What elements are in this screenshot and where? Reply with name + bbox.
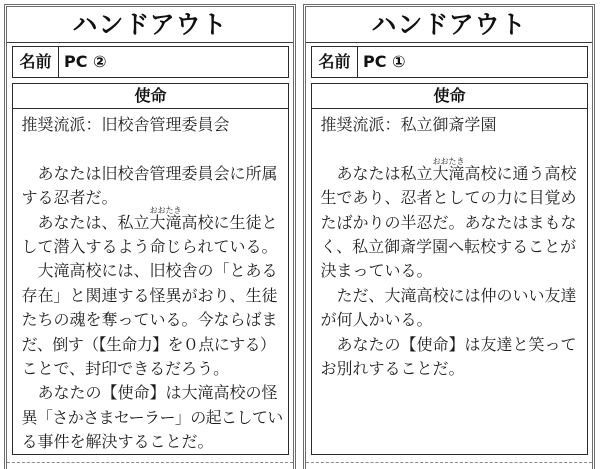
text-segment: 高校に生徒と xyxy=(181,212,278,232)
mission-line: く、私立御斎学園へ転校することが xyxy=(320,236,577,256)
mission-line: だ、倒す（【生命力】を０点にする） xyxy=(21,334,276,354)
mission-line: たばかりの半忍だ。あなたはまもな xyxy=(320,212,577,232)
mission-section xyxy=(311,83,588,455)
mission-header: 使命 xyxy=(13,84,288,109)
mission-section xyxy=(12,83,289,455)
mission-line: たちの魂を奪っている。今ならばま xyxy=(21,310,278,330)
mission-line: 決まっている。 xyxy=(320,261,433,281)
mission-body xyxy=(312,109,587,381)
ruby-reading: おおたき xyxy=(149,205,182,215)
ruby-word xyxy=(149,205,182,235)
cut-line xyxy=(7,462,293,463)
mission-body xyxy=(13,109,288,454)
handout-title: ハンドアウト xyxy=(306,7,592,43)
mission-line-with-ruby xyxy=(321,156,588,186)
mission-line: る事件を解決することだ。 xyxy=(21,432,214,452)
ruby-base: 大滝 xyxy=(149,212,182,232)
mission-line: 異「さかさまセーラー」の起こしてい xyxy=(21,407,283,427)
ruby-reading: おおたき xyxy=(432,156,465,166)
handout-card-pc2 xyxy=(4,4,296,469)
mission-line: 大滝高校には、旧校舎の「とある xyxy=(37,261,278,281)
name-row xyxy=(311,46,588,78)
handout-title: ハンドアウト xyxy=(7,7,293,43)
mission-line: 生であり、忍者としての力に目覚め xyxy=(320,188,577,208)
mission-line: お別れすることだ。 xyxy=(320,358,465,378)
mission-line-with-ruby xyxy=(22,205,289,235)
mission-line: ただ、大滝高校には仲のいい友達 xyxy=(336,285,577,305)
name-label: 名前 xyxy=(13,47,59,77)
text-segment: 高校に通う高校 xyxy=(464,163,577,183)
mission-line: する忍者だ。 xyxy=(21,188,118,208)
recommended-school: 推奨流派：旧校舎管理委員会 xyxy=(21,115,230,134)
mission-line: あなたの【使命】は大滝高校の怪 xyxy=(37,383,278,403)
mission-line: して潜入するよう命じられている。 xyxy=(21,236,278,256)
recommended-school: 推奨流派：私立御斎学園 xyxy=(320,115,497,134)
mission-line: あなたは旧校舎管理委員会に所属 xyxy=(37,163,278,183)
mission-header: 使命 xyxy=(312,84,587,109)
text-segment: あなたは、私立 xyxy=(37,212,150,232)
handout-card-pc1 xyxy=(303,4,595,469)
cut-line xyxy=(306,462,592,463)
mission-line: 存在」と関連する怪異がおり、生徒 xyxy=(21,285,278,305)
mission-line: が何人かいる。 xyxy=(320,310,433,330)
ruby-base: 大滝 xyxy=(432,163,465,183)
mission-line: あなたの【使命】は友達と笑って xyxy=(336,334,577,354)
mission-line: ことで、封印できるだろう。 xyxy=(21,358,230,378)
text-segment: あなたは私立 xyxy=(336,163,433,183)
name-label: 名前 xyxy=(312,47,358,77)
name-value: PC ① xyxy=(363,52,406,71)
name-row xyxy=(12,46,289,78)
name-value: PC ② xyxy=(64,52,107,71)
ruby-word xyxy=(432,156,465,186)
